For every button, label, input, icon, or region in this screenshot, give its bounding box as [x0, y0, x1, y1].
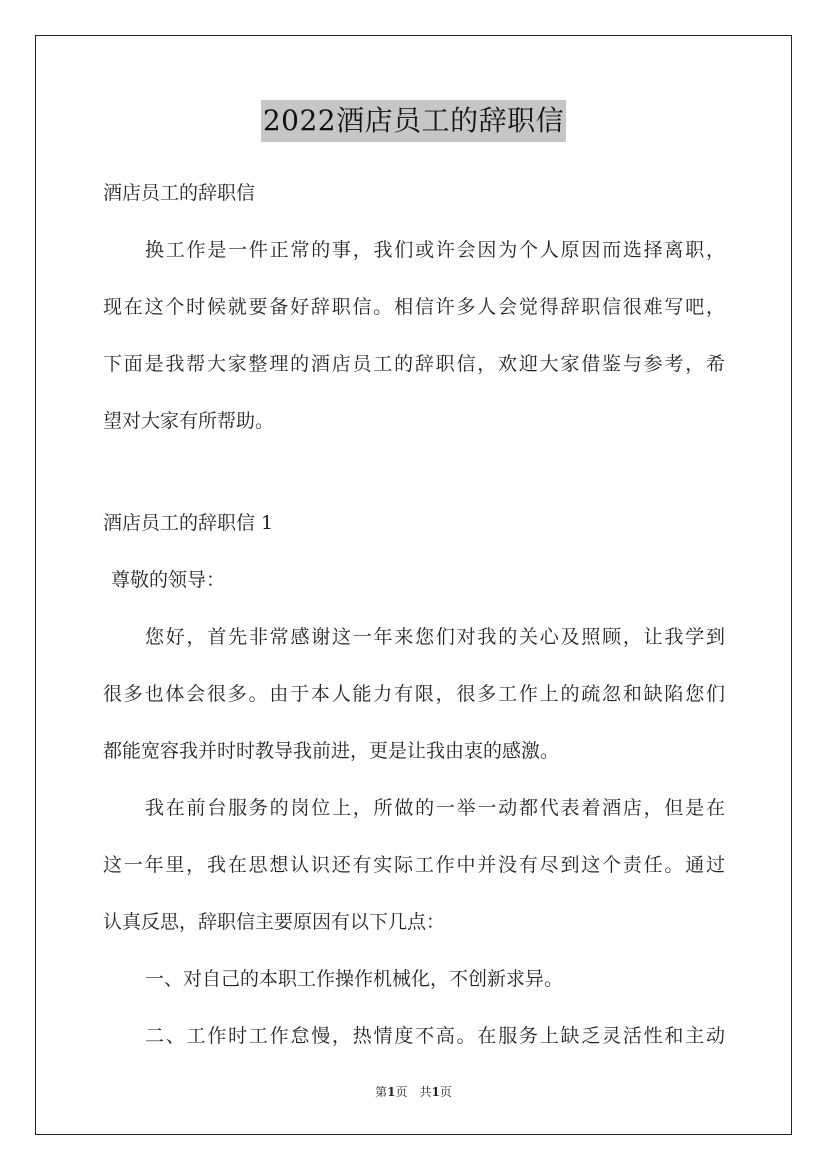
paragraph-line: 认真反思，辞职信主要原因有以下几点：: [103, 911, 446, 933]
section-heading: 酒店员工的辞职信 1: [103, 512, 274, 534]
paragraph-line: 我在前台服务的岗位上，所做的一举一动都代表着酒店，但是在: [145, 797, 725, 819]
intro-line: 现在这个时候就要备好辞职信。相信许多人会觉得辞职信很难写吧，: [103, 296, 725, 318]
salutation: 尊敬的领导：: [111, 569, 226, 591]
page-label-prefix: 第: [375, 1085, 388, 1099]
paragraph-line: 您好，首先非常感谢这一年来您们对我的关心及照顾，让我学到: [145, 626, 725, 648]
list-item: 二、工作时工作怠慢，热情度不高。在服务上缺乏灵活性和主动: [145, 1025, 725, 1047]
page-total: 1: [431, 1085, 440, 1099]
paragraph-line: 这一年里，我在思想认识还有实际工作中并没有尽到这个责任。通过: [103, 854, 725, 876]
page-label-suffix: 页: [439, 1085, 452, 1099]
paragraph-line: 都能宽容我并时时教导我前进，更是让我由衷的感激。: [103, 740, 560, 762]
page-footer: [0, 1083, 827, 1100]
intro-line: 望对大家有所帮助。: [103, 410, 275, 432]
document-body: [103, 170, 725, 1070]
list-item: 一、对自己的本职工作操作机械化，不创新求异。: [145, 968, 564, 990]
intro-line: 下面是我帮大家整理的酒店员工的辞职信，欢迎大家借鉴与参考，希: [103, 353, 725, 375]
document-title: 2022酒店员工的辞职信: [261, 100, 566, 142]
page-label-mid: 页 共: [395, 1085, 432, 1099]
page-number: 1: [387, 1085, 396, 1099]
subtitle: 酒店员工的辞职信: [103, 182, 256, 204]
intro-line: 换工作是一件正常的事，我们或许会因为个人原因而选择离职，: [145, 239, 725, 261]
paragraph-line: 很多也体会很多。由于本人能力有限，很多工作上的疏忽和缺陷您们: [103, 683, 725, 705]
title-container: [0, 100, 827, 142]
spacer: [103, 455, 725, 500]
